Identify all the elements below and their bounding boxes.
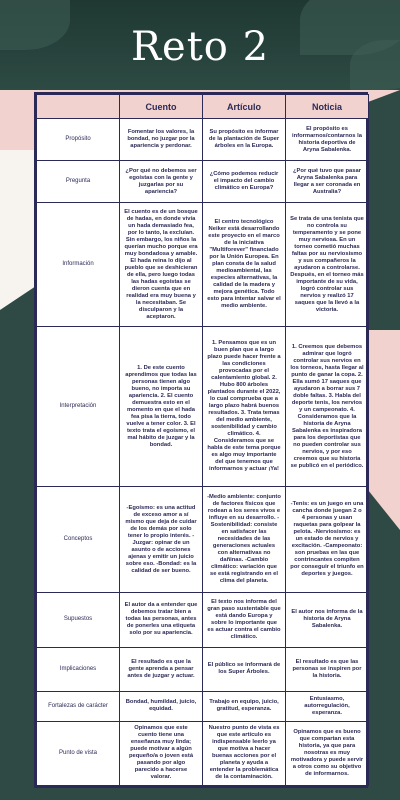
table-cell: El cuento es de un bosque de hadas, en donde vivía un hada demasiado fea, por lo tanto, la excluían. Sin embargo, los niños la querían mucho porque era muy bondadosa y amable. El hada reina lo dijo al pueblo que se deshicieran de ella, pero luego todas las hadas egoístas se dieron cuenta que en realidad era muy buena y la necesitaban. Se disculparon y la aceptaron. bbox=[120, 203, 203, 326]
table-cell: El texto nos informa del gran paso sustentable que está dando Europa y sobre lo importante que es actuar contra el cambio climático. bbox=[203, 592, 286, 647]
table-cell: El resultado es que las personas se inspiren por la historia. bbox=[286, 647, 369, 691]
table-cell: Entusiasmo, autorregulación, esperanza. bbox=[286, 692, 369, 722]
column-header-noticia: Noticia bbox=[286, 95, 369, 119]
table-cell: El autor da a entender que debemos tratar bien a todas las personas, antes de ponerles una etiqueta solo por su apariencia. bbox=[120, 592, 203, 647]
header-corner bbox=[37, 95, 120, 119]
table-cell: El propósito es informarnos/contarnos la historia deportiva de Aryna Sabalenka. bbox=[286, 119, 369, 161]
table-cell: 1. Pensamos que es un buen plan que a largo plazo puede hacer frente a las condiciones provocadas por el calentamiento global. 2. Hubo 800 árboles plantados durante el 2022, lo cual comprueba que a largo plazo habrá buenos resultados. 3. Trata temas del medio ambiente, sostenibilidad y cambio climático. 4. Consideramos que se habla de este tema porque es algo muy importante del que tenemos que informarnos y actuar ¡Ya! bbox=[203, 326, 286, 486]
table-cell: Trabajo en equipo, juicio, gratitud, esperanza. bbox=[203, 692, 286, 722]
table-cell: El autor nos informa de la historia de Aryna Sabalenka. bbox=[286, 592, 369, 647]
table-cell: Nuestro punto de vista es que este artículo es indispensable leerlo ya que motiva a hacer buenas acciones por el planeta y ayuda a entender la problemática de la contaminación. bbox=[203, 721, 286, 785]
table-cell: Opinamos que este cuento tiene una enseñanza muy linda; puede motivar a algún pequeño/a o joven está pasando por algo parecido a hacerse valorar. bbox=[120, 721, 203, 785]
table-cell: Su propósito es informar de la plantación de Super árboles en la Europa. bbox=[203, 119, 286, 161]
table-cell: -Medio ambiente: conjunto de factores físicos que rodean a los seres vivos e influye en su desarrollo. -Sostenibilidad: consiste en satisfacer las necesidades de las generaciones actuales con alternativas no dañinas. -Cambio climático: variación que se está registrando en el clima del planeta. bbox=[203, 487, 286, 593]
table-cell: -Egoísmo: es una actitud de exceso amor a sí mismo que deja de cuidar de los demás por solo tener lo propio interés. -Juzgar: opinar de un asunto o de acciones ajenas y emitir un juicio sobre eso. -Bondad: es la calidad de ser bueno. bbox=[120, 487, 203, 593]
row-label-informacion: Información bbox=[37, 203, 120, 326]
table-cell: -Tenis: es un juego en una cancha donde juegan 2 o 4 personas y usan raquetas para golpear la pelota. -Nerviosismo: es un estado de nervios y excitación. -Campeonato: son pruebas en las que contrincantes compiten por conseguir el triunfo en deportes y juegos. bbox=[286, 487, 369, 593]
table-cell: Opinamos que es bueno que compartan esta historia, ya que para nosotras es muy motivadora y puede servir a otros como su objetivo de informarnos. bbox=[286, 721, 369, 785]
row-label-punto-de-vista: Punto de vista bbox=[37, 721, 120, 785]
row-label-supuestos: Supuestos bbox=[37, 592, 120, 647]
row-label-implicaciones: Implicaciones bbox=[37, 647, 120, 691]
comparison-table bbox=[34, 92, 368, 788]
table-cell: 1. Creemos que debemos admirar que logró controlar sus nervios en los torneos, hasta llegar al punto de ganar la copa. 2. Ella sumó 17 saques que ayudaron a borrar sus 7 doble faltas. 3. Habla del deporte tenis, los nervios y un campeonato. 4. Consideramos que la historia de Aryna Sabalenka es inspiradora para los deportistas que no pueden controlar sus nervios, y por eso creemos que su historia se publicó en el periódico. bbox=[286, 326, 369, 486]
column-header-cuento: Cuento bbox=[120, 95, 203, 119]
row-label-conceptos: Conceptos bbox=[37, 487, 120, 593]
row-label-proposito: Propósito bbox=[37, 119, 120, 161]
table-cell: ¿Por qué no debemos ser egoístas con la gente y juzgarlas por su apariencia? bbox=[120, 161, 203, 203]
table-cell: Bondad, humildad, juicio, equidad. bbox=[120, 692, 203, 722]
row-label-interpretacion: Interpretación bbox=[37, 326, 120, 486]
table-cell: 1. De este cuento aprendimos que todas las personas tienen algo bueno, no importa su apariencia. 2. El cuento demuestra esto en el momento en que el hada fea pisa la tierra, todo vuelve a tener color. 3. El texto trata el egoísmo, el mal hábito de juzgar y la bondad. bbox=[120, 326, 203, 486]
table-cell: Fomentar los valores, la bondad, no juzgar por la apariencia y perdonar. bbox=[120, 119, 203, 161]
table-cell: El centro tecnológico Neiker está desarrollando este proyecto en el marco de la iniciativa "Multiforever" financiado por la Unión Europea. En plan consta de la salud medioambiental, las especies alternativas, la calidad de la madera y mejora genética. Todo esto para intentar salvar el medio ambiente. bbox=[203, 203, 286, 326]
table-cell: ¿Cómo podemos reducir el impacto del cambio climático en Europa? bbox=[203, 161, 286, 203]
table-cell: ¿Por qué tuvo que pasar Aryna Sabalenka para llegar a ser coronada en Australia? bbox=[286, 161, 369, 203]
row-label-fortalezas: Fortalezas de carácter bbox=[37, 692, 120, 722]
table-cell: El resultado es que la gente aprenda a pensar antes de juzgar y actuar. bbox=[120, 647, 203, 691]
table-cell: Se trata de una tenista que no controla su temperamento y se pone muy nerviosa. En un torneo cometió muchas faltas por su nerviosismo y sus compañeros la ayudaron a controlarse. Después, en el torneo más importante de su vida, logró controlar sus nervios y realizó 17 saques que la llevó a la victoria. bbox=[286, 203, 369, 326]
table-cell: El público se informará de los Super Árboles. bbox=[203, 647, 286, 691]
page-title: Reto 2 bbox=[130, 24, 270, 70]
row-label-pregunta: Pregunta bbox=[37, 161, 120, 203]
column-header-articulo: Artículo bbox=[203, 95, 286, 119]
